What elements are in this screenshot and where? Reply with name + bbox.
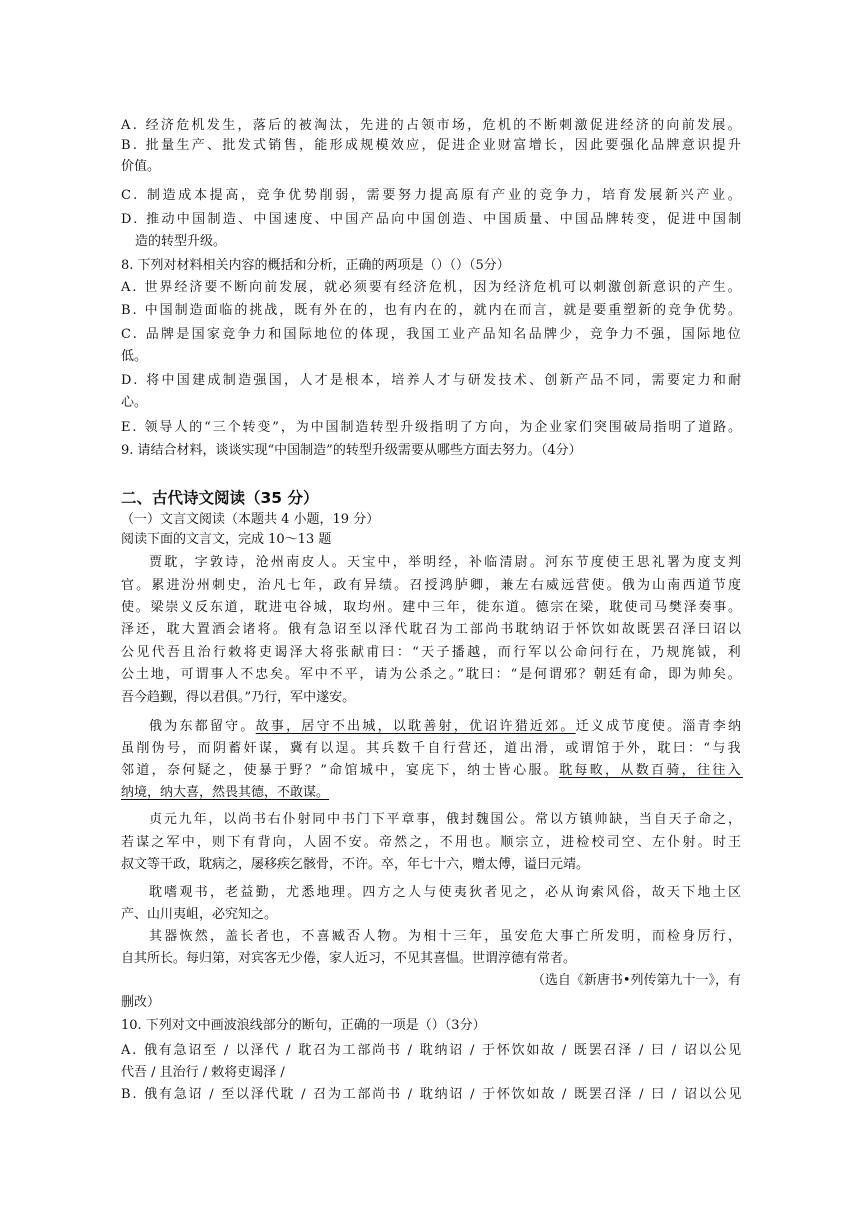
passage-line: 贾耽，字敦诗，沧州南皮人。天宝中，举明经，补临清尉。河东节度使王思礼署为度支判: [149, 555, 744, 570]
passage-line: 官。累进汾州刺史，治凡七年，政有异绩。召授鸿胪卿，兼左右威远营使。俄为山南西道节度: [121, 578, 744, 593]
q8-option-line: E. 领导人的“三个转变”，为中国制造转型升级指明了方向，为企业家们突围破局指明了道路。: [121, 420, 743, 435]
text-segment: 俄为东都留守。: [149, 719, 256, 734]
passage-line: [121, 739, 743, 759]
q8-option-line: B. 中国制造面临的挑战，既有外在的，也有内在的，就内在而言，就是要重塑新的竞争优势。: [121, 303, 743, 318]
passage-line: 吾今趋觐，得以君俱。”乃行，军中遂安。: [121, 690, 356, 705]
q7-option-line: C. 制造成本提高，竞争优势削弱，需要努力提高原有产业的竞争力，培育发展新兴产业。: [121, 188, 744, 203]
q7-option-line: D. 推动中国制造、中国速度、中国产品向中国创造、中国质量、中国品牌转变，促进中国制: [121, 212, 744, 227]
passage-line: 公见代吾且治行敕将吏谒泽大将张献甫曰：“天子播越，而行军以公命问行在，乃规旄钺，利: [121, 645, 743, 660]
q7-option-line: B. 批量生产、批发式销售，能形成规模效应，促进企业财富增长，因此要强化品牌意识提升: [121, 138, 744, 153]
q10-option-line: B. 俄有急诏 / 至以泽代耽 / 召为工部尚书 / 耽纳诏 / 于怀饮如故 / 既罢召泽 / 曰 / 诏以公见: [121, 1087, 744, 1102]
passage-line: 公土地，可谓事人不忠矣。军中不平，请为公杀之。”耽曰：“是何谓邪？朝廷有命，即为帅矣。: [121, 667, 743, 682]
q8-option-line: C. 品牌是国家竞争力和国际地位的体现，我国工业产品知名品牌少，竞争力不强，国际地位: [121, 327, 744, 342]
text-segment: 迁义成节度使。淄青李纳: [575, 719, 744, 734]
passage-line: 使。梁崇义反东道，耽进屯谷城，取均州。建中三年，徙东道。德宗在梁，耽使司马樊泽奏事。: [121, 600, 743, 615]
q7-option-line: 造的转型升级。: [135, 234, 227, 249]
underlined-segment: 耽每畋，从数百骑，往往入: [559, 763, 743, 778]
q8-option-line: 心。: [121, 395, 148, 410]
source-citation-cont: 删改）: [121, 995, 161, 1010]
passage-line: 若谋之军中，则下有背向，人固不安。帝然之，不用也。顺宗立，进检校司空、左仆射。时王: [121, 835, 744, 850]
underlined-segment: 纳境，纳大喜，然畏其德，不敢谋。: [121, 785, 330, 800]
source-citation: （选自《新唐书•列传第九十一》，有: [531, 973, 741, 988]
q8-option-line: A. 世界经济要不断向前发展，就必须要有经济危机，因为经济危机可以刺激创新意识的产生。: [121, 280, 743, 295]
text-segment: 虽削伪号，而阴蓄奸谋，冀有以逞。其兵数千自行营还，道出滑，或谓馆于外，耽曰：“与我: [121, 741, 743, 756]
passage-line: [121, 717, 743, 737]
text-segment: 邻道，奈何疑之，使暴于野？”命馆城中，宴庑下，纳士皆心服。: [121, 763, 560, 778]
passage-line: 耽嗜观书，老益勤，尤悉地理。四方之人与使夷狄者见之，必从询索风俗，故天下地土区: [149, 885, 744, 900]
q10-question: 10. 下列对文中画波浪线部分的断句，正确的一项是（）（3分）: [121, 1018, 486, 1033]
q9-question: 9. 请结合材料，谈谈实现“中国制造”的转型升级需要从哪些方面去努力。（4分）: [121, 443, 582, 458]
q8-question: 8. 下列对材料相关内容的概括和分析，正确的两项是（）（）（5分）: [121, 258, 510, 273]
passage-line: 产、山川夷岨，必究知之。: [121, 907, 278, 922]
passage-line: [121, 761, 743, 781]
passage-line: 泽还，耽大置酒会诸将。俄有急诏至以泽代耽召为工部尚书耽纳诏于怀饮如故既罢召泽曰诏以: [121, 622, 744, 637]
q8-option-line: 低。: [121, 349, 148, 364]
instruction-line: 阅读下面的文言文，完成 10～13 题: [121, 532, 332, 547]
q7-option-line: 价值。: [121, 159, 161, 174]
passage-line: 其器恢然，盖长者也，不喜臧否人物。为相十三年，虽安危大事亡所发明，而检身厉行，: [149, 929, 744, 944]
passage-line: 自其所长。每归第，对宾客无少倦，家人近习，不见其喜愠。世谓淳德有常者。: [121, 951, 577, 966]
passage-line: 叔文等干政，耽病之，屡移疾乞骸骨，不许。卒，年七十六，赠太傅，谥曰元靖。: [121, 857, 590, 872]
q7-option-line: A. 经济危机发生，落后的被淘汰，先进的占领市场，危机的不断刺激促进经济的向前发展。: [121, 118, 743, 133]
section-heading: 二、古代诗文阅读（35 分）: [121, 489, 319, 507]
subsection-heading: （一）文言文阅读（本题共 4 小题，19 分）: [121, 512, 380, 527]
q10-option-line: A. 俄有急诏至 / 以泽代 / 耽召为工部尚书 / 耽纳诏 / 于怀饮如故 / 既罢召泽 / 曰 / 诏以公见: [121, 1043, 743, 1058]
q8-option-line: D. 将中国建成制造强国，人才是根本，培养人才与研发技术、创新产品不同，需要定力和耐: [121, 373, 744, 388]
q10-option-line: 代吾 / 且治行 / 敕将吏谒泽 /: [121, 1065, 285, 1080]
passage-line: 贞元九年，以尚书右仆射同中书门下平章事，俄封魏国公。常以方镇帅缺，当自天子命之，: [149, 812, 743, 827]
passage-line: [121, 783, 329, 803]
underlined-segment: 故事，居守不出城，以耽善射，优诏许猎近郊。: [255, 719, 576, 734]
